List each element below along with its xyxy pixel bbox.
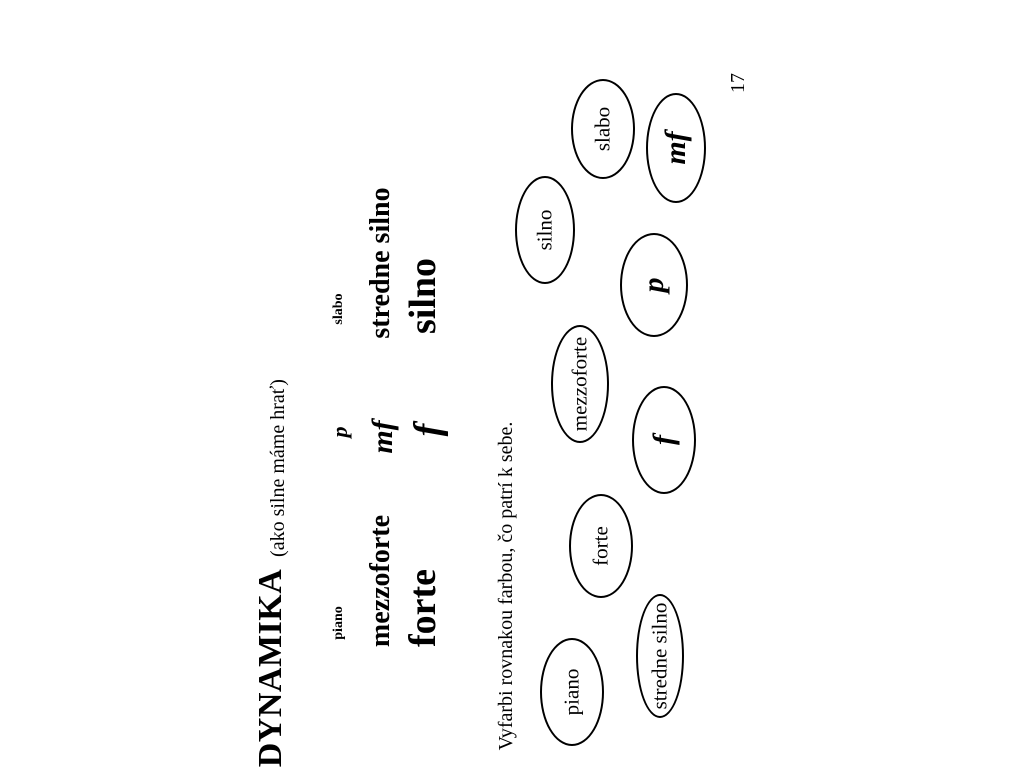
symbol-mf: mf (366, 420, 399, 454)
page-number: 17 (727, 73, 749, 93)
oval-slabo-label: slabo (590, 106, 615, 152)
page-title: DYNAMIKA (252, 568, 289, 768)
oval-stredne-silno[interactable] (636, 594, 684, 718)
symbol-p: p (327, 426, 352, 438)
oval-silno-label: silno (532, 209, 557, 251)
page-subtitle: (ako silne máme hrať) (267, 379, 289, 557)
oval-mezzoforte[interactable] (551, 325, 609, 443)
term-forte: forte (402, 568, 444, 648)
meaning-silno: silno (402, 257, 444, 335)
oval-piano[interactable] (540, 638, 604, 746)
oval-piano-label: piano (559, 668, 584, 716)
oval-p[interactable] (620, 233, 688, 337)
oval-forte[interactable] (569, 494, 633, 598)
oval-p-label: p (637, 277, 670, 293)
term-mezzoforte: mezzoforte (365, 514, 396, 648)
oval-mf[interactable] (646, 93, 706, 203)
instruction-text: Vyfarbi rovnakou farbou, čo patrí k sebe. (495, 421, 517, 751)
symbol-f: f (407, 423, 449, 437)
oval-silno[interactable] (515, 176, 575, 284)
oval-slabo[interactable] (571, 79, 635, 179)
oval-mf-label: mf (659, 131, 692, 165)
oval-stredne-silno-label: stredne silno (647, 602, 672, 710)
meaning-slabo: slabo (331, 293, 346, 325)
oval-f-label: f (647, 435, 680, 445)
term-piano: piano (331, 606, 346, 640)
oval-mezzoforte-label: mezzoforte (567, 336, 592, 432)
oval-forte-label: forte (588, 526, 613, 566)
oval-f[interactable] (632, 386, 696, 494)
meaning-stredne-silno: stredne silno (365, 187, 396, 339)
